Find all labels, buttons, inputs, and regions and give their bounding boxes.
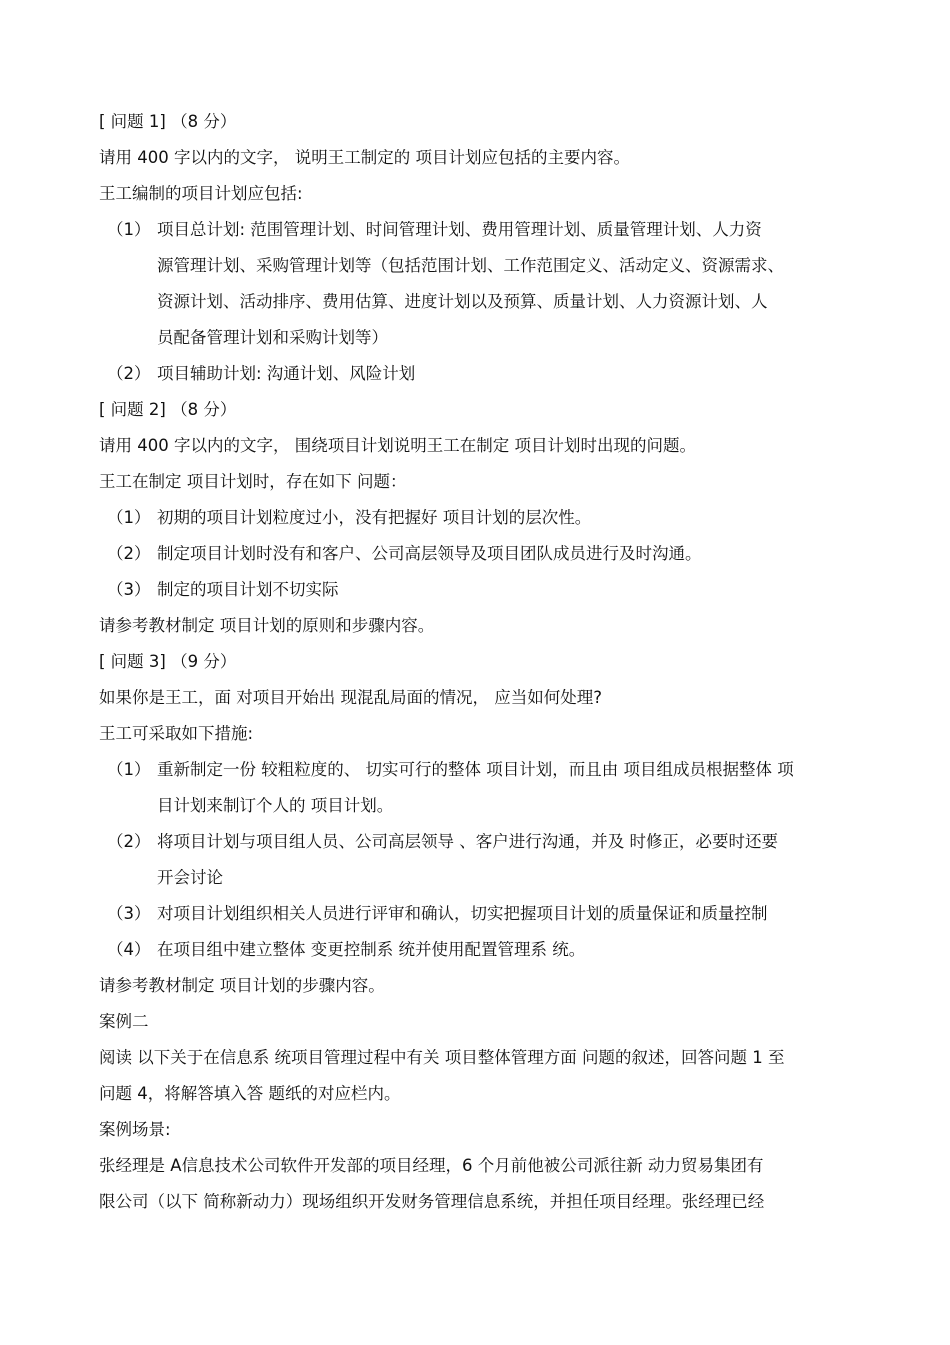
list-item [99,572,861,608]
list-item-line: 重新制定一份 较粗粒度的、 切实可行的整体 项目计划，而且由 项目组成员根据整体 项 [157,760,794,779]
paragraph: 如果你是王工，面 对项目开始出 现混乱局面的情况， 应当如何处理? [99,688,602,707]
list-item [99,212,861,356]
list-item [99,536,861,572]
paragraph: [ 问题 2] （8 分） [99,400,237,419]
list-item [99,896,861,932]
list-item [99,932,861,968]
paragraph: 王工编制的项目计划应包括: [99,184,303,203]
list-item-line: 目计划来制订个人的 项目计划。 [157,796,394,815]
paragraph: [ 问题 3] （9 分） [99,652,237,671]
list-item-line: 对项目计划组织相关人员进行评审和确认，切实把握项目计划的质量保证和质量控制 [157,904,768,923]
paragraph: 请参考教材制定 项目计划的原则和步骤内容。 [99,616,435,635]
list-item [99,356,861,392]
list-item-line: 制定的项目计划不切实际 [157,580,339,599]
paragraph: 请用 400 字以内的文字， 围绕项目计划说明王工在制定 项目计划时出现的问题。 [99,436,696,455]
list-item-number: （3） [107,580,151,599]
paragraph: 王工可采取如下措施: [99,724,254,743]
paragraph: 阅读 以下关于在信息系 统项目管理过程中有关 项目整体管理方面 问题的叙述，回答问题 1 至 [99,1048,785,1067]
paragraph: 请参考教材制定 项目计划的步骤内容。 [99,976,385,995]
paragraph: 请用 400 字以内的文字， 说明王工制定的 项目计划应包括的主要内容。 [99,148,630,167]
paragraph: 案例二 [99,1012,149,1031]
list-item-line: 项目总计划: 范围管理计划、时间管理计划、费用管理计划、质量管理计划、人力资 [157,220,762,239]
paragraph: 问题 4，将解答填入答 题纸的对应栏内。 [99,1084,401,1103]
paragraph: 限公司（以下 简称新动力）现场组织开发财务管理信息系统，并担任项目经理。张经理已经 [99,1192,765,1211]
paragraph: [ 问题 1] （8 分） [99,112,237,131]
paragraph: 案例场景: [99,1120,171,1139]
list-item-number: （2） [107,544,151,563]
list-item-number: （1） [107,508,151,527]
list-item-line: 源管理计划、采购管理计划等（包括范围计划、工作范围定义、活动定义、资源需求、 [157,256,784,275]
list-item-number: （2） [107,832,151,851]
list-item-line: 开会讨论 [157,868,223,887]
list-item-line: 在项目组中建立整体 变更控制系 统并使用配置管理系 统。 [157,940,586,959]
list-item-number: （2） [107,364,151,383]
list-item-number: （3） [107,904,151,923]
list-item-line: 初期的项目计划粒度过小，没有把握好 项目计划的层次性。 [157,508,592,527]
list-item [99,752,861,824]
paragraph: 王工在制定 项目计划时，存在如下 问题： [99,472,407,491]
list-item-line: 项目辅助计划: 沟通计划、风险计划 [157,364,416,383]
list-item-number: （1） [107,760,151,779]
paragraph: 张经理是 A信息技术公司软件开发部的项目经理，6 个月前他被公司派往新 动力贸易集团有 [99,1156,764,1175]
list-item [99,500,861,536]
list-item-number: （4） [107,940,151,959]
list-item-number: （1） [107,220,151,239]
list-item-line: 资源计划、活动排序、费用估算、进度计划以及预算、质量计划、人力资源计划、人 [157,292,768,311]
list-item-line: 员配备管理计划和采购计划等） [157,328,388,347]
list-item [99,824,861,896]
list-item-line: 制定项目计划时没有和客户、公司高层领导及项目团队成员进行及时沟通。 [157,544,702,563]
list-item-line: 将项目计划与项目组人员、公司高层领导 、客户进行沟通，并及 时修正，必要时还要 [157,832,778,851]
document-body [99,104,861,1220]
